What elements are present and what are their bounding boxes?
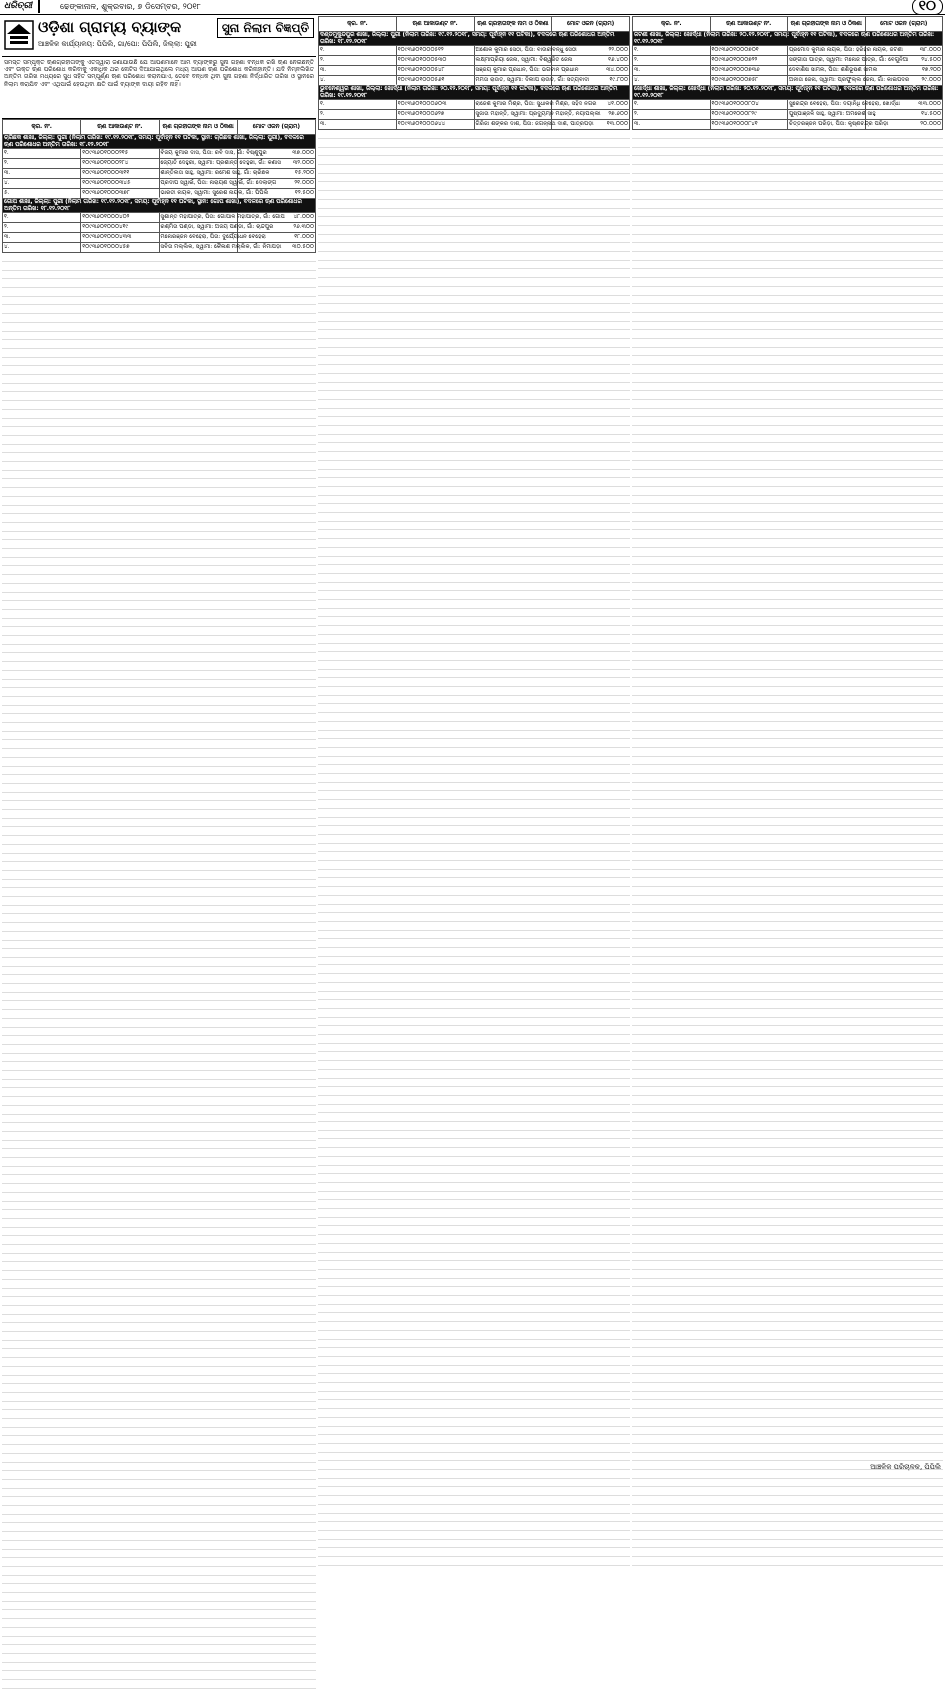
table-row: [3, 169, 316, 179]
borrower-cell: ଶାନ୍ତିଲତା ସାହୁ, ସ୍ୱାମୀ: ରମେଶ ସାହୁ, ଗାଁ: ଚାରିଛକ: [159, 169, 237, 179]
weight-cell: ୧୫.୨୦୦: [237, 169, 315, 179]
weight-cell: ୪୮.୦୦୦: [237, 213, 315, 223]
table-row: [633, 110, 943, 120]
table-row: [3, 223, 316, 233]
header-weight: ମୋଟ ଓଜନ (ଗ୍ରାମ): [865, 17, 943, 32]
borrower-cell: ଅନୀତା ଜେନା, ସ୍ୱାମୀ: ପ୍ରଫୁଲ୍ଲ ଜେନା, ଗାଁ: କାଇପଦର: [788, 76, 866, 86]
serial-cell: ୧.: [319, 100, 397, 110]
branch-header-row: [3, 135, 316, 149]
bank-logo-icon: [4, 20, 34, 50]
weight-cell: ୩୪.୦୦୦: [552, 66, 630, 76]
page-header: [0, 0, 945, 15]
column-3: [632, 16, 943, 1456]
column-2: [318, 16, 630, 1456]
header-sl: କ୍ର. ନଂ.: [3, 120, 81, 135]
account-cell: ୧୦୯୩୬୦୧୦୦୦୭୨୨: [710, 56, 788, 66]
table-row: [319, 66, 630, 76]
account-cell: ୧୦୯୩୬୦୧୦୦୦୪୦୨: [81, 213, 159, 223]
serial-cell: ୩.: [633, 66, 711, 76]
account-cell: ୧୦୯୩୬୦୧୦୦୦୩୭୮: [81, 189, 159, 199]
borrower-cell: ମମତା ରାଉତ, ସ୍ୱାମୀ: ଦିଲୀପ ରାଉତ, ଗାଁ: ସତ୍ୟବାଦୀ: [474, 76, 552, 86]
table-row: [633, 56, 943, 66]
account-cell: ୧୦୯୩୬୦୧୦୦୦୬୨୭: [396, 110, 474, 120]
account-cell: ୧୦୯୩୬୦୧୦୦୦୭୫୮: [710, 76, 788, 86]
table-body-1: [3, 135, 316, 253]
table-row: [3, 149, 316, 159]
auction-title: ସୁନା ନିଲାମ ବିଜ୍ଞପ୍ତି: [217, 18, 314, 38]
borrower-cell: ରାଜେଶ କୁମାର ମିଶ୍ର, ପିତା: ସୁଧାକର ମିଶ୍ର, ସହିଦ ନଗର: [474, 100, 552, 110]
account-cell: ୧୦୯୩୬୦୧୦୦୦୬୦୩: [396, 100, 474, 110]
borrower-cell: ଜ୍ୟୋତି ଦେହୁରୀ, ସ୍ୱାମୀ: ପ୍ରଶାନ୍ତ ଦେହୁରୀ, ଗାଁ: କଣାସ: [159, 159, 237, 169]
account-cell: ୧୦୯୩୬୦୧୦୦୦୫୪୮: [396, 66, 474, 76]
account-cell: ୧୦୯୩୬୦୧୦୦୦୪୫୭: [81, 243, 159, 253]
dateline: ଢେଙ୍କାନାଳ, ଶୁକ୍ରବାର, ୭ ଡିସେମ୍ବର, ୨୦୧୮: [60, 2, 201, 11]
header-name: ଋଣ ଗ୍ରହୀତାଙ୍କ ନାମ ଓ ଠିକଣା: [159, 120, 237, 135]
serial-cell: ୧.: [3, 149, 81, 159]
page-number: ୧୦: [912, 0, 943, 15]
weight-cell: ୩୮.୦୦୦: [865, 46, 943, 56]
borrower-cell: ଅଶୋକ କୁମାର ସେଠୀ, ପିତା: ବାଉରୀବନ୍ଧୁ ସେଠୀ: [474, 46, 552, 56]
remaining-rows-1: [2, 253, 316, 1693]
borrower-cell: ଗିରିଜା ଶଙ୍କର ଦାଶ, ପିତା: ଜଗନ୍ନାଥ ଦାଶ, ପାତ୍ରପଡ଼ା: [474, 120, 552, 130]
account-cell: ୧୦୯୩୬୦୧୦୦୦୨୮୪: [81, 159, 159, 169]
table-row: [633, 100, 943, 110]
table-row: [3, 233, 316, 243]
table-row: [319, 56, 630, 66]
serial-cell: ୩.: [3, 233, 81, 243]
table-row: [3, 189, 316, 199]
account-cell: ୧୦୯୩୬୦୧୦୦୦୮୪୧: [710, 120, 788, 130]
serial-cell: ୧.: [319, 46, 397, 56]
serial-cell: ୨.: [3, 223, 81, 233]
serial-cell: ୩.: [633, 120, 711, 130]
account-cell: ୧୦୯୩୬୦୧୦୦୦୪୧୯: [81, 223, 159, 233]
footer-signature: ଆଞ୍ଚଳିକ ପରିଚାଳକ, ପିପିଲି: [870, 1463, 941, 1471]
weight-cell: ୩୨.୦୦୦: [237, 159, 315, 169]
serial-cell: ୧.: [3, 213, 81, 223]
serial-cell: ୨.: [633, 110, 711, 120]
borrower-cell: ଲକ୍ଷ୍ମୀପ୍ରିୟା ଜେନା, ସ୍ୱାମୀ: ବିଶ୍ୱଜିତ ଜେନା: [474, 56, 552, 66]
serial-cell: ୨.: [319, 110, 397, 120]
serial-cell: ୪.: [633, 76, 711, 86]
branch-header-row: [319, 86, 630, 100]
weight-cell: ୧୩.୦୦୦: [552, 120, 630, 130]
weight-cell: ୨୦.୦୦୦: [865, 120, 943, 130]
table-row: [633, 76, 943, 86]
borrower-cell: ବିଜୟ କୁମାର ଦାସ, ପିତା: ରବି ଦାସ, ଗାଁ: ବିଷ୍ଣୁପୁର: [159, 149, 237, 159]
header-account: ଋଣ ଆକାଉଣ୍ଟ ନଂ.: [710, 17, 788, 32]
header-weight: ମୋଟ ଓଜନ (ଗ୍ରାମ): [552, 17, 630, 32]
remaining-rows-3: [632, 130, 943, 1570]
branch-header-row: [3, 199, 316, 213]
serial-cell: ୩.: [319, 120, 397, 130]
serial-cell: ୫.: [3, 189, 81, 199]
serial-cell: ୪.: [319, 76, 397, 86]
serial-cell: ୨.: [3, 159, 81, 169]
serial-cell: ୨.: [633, 56, 711, 66]
table-row: [319, 100, 630, 110]
branch-auction-details: ଗୋପ ଶାଖା, ଜିଲ୍ଲା: ପୁରୀ (ନିଲାମ ତାରିଖ: ୧୯.୧୨.୨୦୧୮, ସମୟ: ପୂର୍ବାହ୍ନ ୧୧ ଘଟିକା, ସ୍ଥାନ: ଗୋପ ଶାଖା), ବଦଳରେ ଋଣ ପରିଶୋଧର ଅନ୍ତିମ ତାରିଖ: ୧୮.୧୨.୨୦୧୮: [3, 199, 316, 213]
header-account: ଋଣ ଆକାଉଣ୍ଟ ନଂ.: [81, 120, 159, 135]
borrower-cell: ଭାରତୀ ନାୟକ, ସ୍ୱାମୀ: ସୁରେଶ ନାୟକ, ଗାଁ: ପିପିଲି: [159, 189, 237, 199]
weight-cell: ୩୦.୫୦୦: [237, 243, 315, 253]
weight-cell: ୪୧.୦୦୦: [552, 100, 630, 110]
header-sl: କ୍ର. ନଂ.: [633, 17, 711, 32]
borrower-cell: ରଶ୍ମିତା ପଣ୍ଡା, ସ୍ୱାମୀ: ଅଜୟ ପଣ୍ଡା, ଗାଁ: ଚାନ୍ଦପୁର: [159, 223, 237, 233]
table-row: [633, 66, 943, 76]
bank-name: ଓଡ଼ିଶା ଗ୍ରାମ୍ୟ ବ୍ୟାଙ୍କ: [38, 18, 182, 36]
table-body-3: [633, 32, 943, 130]
weight-cell: ୩୭.୦୦୦: [237, 149, 315, 159]
weight-cell: ୨୧.୦୦୦: [237, 179, 315, 189]
borrower-cell: ମନୋରଞ୍ଜନ ବେହେରା, ପିତା: ଦୁର୍ଯ୍ୟୋଧନ ବେହେରା: [159, 233, 237, 243]
header-weight: ମୋଟ ଓଜନ (ଗ୍ରାମ): [237, 120, 315, 135]
branch-auction-details: ଭୁବନେଶ୍ୱର ଶାଖା, ଜିଲ୍ଲା: ଖୋର୍ଦ୍ଧା (ନିଲାମ ତାରିଖ: ୨୦.୧୨.୨୦୧୮, ସମୟ: ପୂର୍ବାହ୍ନ ୧୧ ଘଟିକା), ବଦଳରେ ଋଣ ପରିଶୋଧର ଅନ୍ତିମ ତାରିଖ: ୧୯.୧୨.୨୦୧୮: [319, 86, 630, 100]
account-cell: ୧୦୯୩୬୦୧୦୦୦୮୨୯: [710, 110, 788, 120]
branch-auction-details: ଦଣ୍ଡମୁକୁନ୍ଦପୁର ଶାଖା, ଜିଲ୍ଲା: ପୁରୀ (ନିଲାମ ତାରିଖ: ୧୯.୧୨.୨୦୧୮, ସମୟ: ପୂର୍ବାହ୍ନ ୧୧ ଘଟିକା), ବଦଳରେ ଋଣ ପରିଶୋଧର ଅନ୍ତିମ ତାରିଖ: ୧୮.୧୨.୨୦୧୮: [319, 32, 630, 46]
weight-cell: ୨୬.୩୦୦: [237, 223, 315, 233]
weight-cell: ୧୪.୫୦୦: [865, 110, 943, 120]
serial-cell: ୩.: [319, 66, 397, 76]
table-header-row: [633, 17, 943, 32]
loan-table-1: [2, 119, 316, 253]
borrower-cell: ଦେବାଶିଷ ସାମଲ, ପିତା: ଶଶିଭୂଷଣ ସାମଲ: [788, 66, 866, 76]
table-row: [319, 46, 630, 56]
borrower-cell: ସୁରେନ୍ଦ୍ର ବେହେରା, ପିତା: ଦୟାନିଧି ବେହେରା, ଖୋର୍ଦ୍ଧା: [788, 100, 866, 110]
table-row: [3, 159, 316, 169]
account-cell: ୧୦୯୩୬୦୧୦୦୦୫୧୨: [396, 46, 474, 56]
weight-cell: ୧୯.୮୦୦: [552, 76, 630, 86]
weight-cell: ୨୯.୦୦୦: [865, 76, 943, 86]
table-header-row: [319, 17, 630, 32]
table-header-row: [3, 120, 316, 135]
weight-cell: ୧୬.୪୦୦: [552, 56, 630, 66]
serial-cell: ୧.: [633, 46, 711, 56]
branch-header-row: [633, 32, 943, 46]
borrower-cell: ପୁଷ୍ପାଞ୍ଜଳି ସାହୁ, ସ୍ୱାମୀ: ଅମରେଶ ସାହୁ: [788, 110, 866, 120]
weight-cell: ୨୨.୦୦୦: [552, 46, 630, 56]
weight-cell: ୧୨.୫୦୦: [237, 189, 315, 199]
account-cell: ୧୦୯୩୬୦୧୦୦୦୬୪୪: [396, 120, 474, 130]
auction-notice-text: ସମସ୍ତ ସମ୍ପୃକ୍ତ ଋଣଗ୍ରହୀତାଙ୍କୁ ଏତଦ୍ଦ୍ୱାରା ଜଣାଯାଉଛି ଯେ ଆପଣମାନେ ଆମ ବ୍ୟାଙ୍କରୁ ସୁନା ଗହଣା ବନ୍ଧକ ରଖି ଋଣ ନେଇଛନ୍ତି ଏବଂ ଉକ୍ତ ଋଣ ପରିଶୋଧ କରିବାକୁ ଏକାଧିକ ଥର ନୋଟିସ ଦିଆଯାଇଥିଲେ ମଧ୍ୟ ଆପଣ ଋଣ ପରିଶୋଧ କରିନାହାନ୍ତି। ଯଦି ନିମ୍ନଲିଖିତ ଅନ୍ତିମ ତାରିଖ ମଧ୍ୟରେ ସୁଧ ସହିତ ସମ୍ପୂର୍ଣ୍ଣ ଋଣ ପରିଶୋଧ କରାନଯାଏ, ତେବେ ବନ୍ଧକ ଥିବା ସୁନା ଗହଣା ନିର୍ଦ୍ଧାରିତ ତାରିଖ ଓ ସ୍ଥାନରେ ନିଲାମ କରାଯିବ ଏବଂ ଏଥିପାଇଁ ହେଉଥିବା କ୍ଷତି ପାଇଁ ବ୍ୟାଙ୍କ ଦାୟୀ ରହିବ ନାହିଁ।: [2, 57, 316, 119]
serial-cell: ୩.: [3, 169, 81, 179]
regional-office: ଆଞ୍ଚଳିକ କାର୍ଯ୍ୟାଳୟ: ପିପିଲି, ଗା/ପୋ: ପିପିଲି, ଜିଲ୍ଲା: ପୁରୀ: [38, 40, 197, 48]
serial-cell: ୧.: [633, 100, 711, 110]
column-1: [2, 16, 316, 1456]
branch-header-row: [633, 86, 943, 100]
serial-cell: ୪.: [3, 243, 81, 253]
branch-auction-details: ଚାରିଛକ ଶାଖା, ଜିଲ୍ଲା: ପୁରୀ (ନିଲାମ ତାରିଖ: ୧୯.୧୨.୨୦୧୮, ସମୟ: ପୂର୍ବାହ୍ନ ୧୧ ଘଟିକା, ସ୍ଥାନ: ଚାରିଛକ ଶାଖା, ଜିଲ୍ଲା: ପୁରୀ), ବଦଳରେ ଋଣ ପରିଶୋଧର ଅନ୍ତିମ ତାରିଖ: ୧୮.୧୨.୨୦୧୮: [3, 135, 316, 149]
borrower-cell: ଚିତ୍ତରଞ୍ଜନ ପରିଡ଼ା, ପିତା: କୃଷ୍ଣଚନ୍ଦ୍ର ପରିଡ଼ା: [788, 120, 866, 130]
weight-cell: ୧୮.୦୦୦: [237, 233, 315, 243]
table-row: [3, 213, 316, 223]
branch-header-row: [319, 32, 630, 46]
table-row: [319, 76, 630, 86]
branch-auction-details: ଜଟଣୀ ଶାଖା, ଜିଲ୍ଲା: ଖୋର୍ଦ୍ଧା (ନିଲାମ ତାରିଖ: ୨୦.୧୨.୨୦୧୮, ସମୟ: ପୂର୍ବାହ୍ନ ୧୧ ଘଟିକା), ବଦଳରେ ଋଣ ପରିଶୋଧର ଅନ୍ତିମ ତାରିଖ: ୧୯.୧୨.୨୦୧୮: [633, 32, 943, 46]
loan-table-2: [318, 16, 630, 130]
borrower-cell: ସୁଶାନ୍ତ ମହାପାତ୍ର, ପିତା: ଗୋପାଳ ମହାପାତ୍ର, ଗାଁ: ଗୋପ: [159, 213, 237, 223]
table-row: [3, 243, 316, 253]
loan-table-3: [632, 16, 943, 130]
table-row: [319, 120, 630, 130]
borrower-cell: ସୁଜାତା ମହାନ୍ତି, ସ୍ୱାମୀ: ପ୍ରଦ୍ୟୁମ୍ନ ମହାନ୍ତି, ନୟାପଲ୍ଲୀ: [474, 110, 552, 120]
account-cell: ୧୦୯୩୬୦୧୦୦୦୫୩୦: [396, 56, 474, 66]
account-cell: ୧୦୯୩୬୦୧୦୦୦୩୪୫: [81, 179, 159, 189]
header-account: ଋଣ ଆକାଉଣ୍ଟ ନଂ.: [396, 17, 474, 32]
account-cell: ୧୦୯୩୬୦୧୦୦୦୨୧୫: [81, 149, 159, 159]
header-sl: କ୍ର. ନଂ.: [319, 17, 397, 32]
account-cell: ୧୦୯୩୬୦୧୦୦୦୪୩୩: [81, 233, 159, 243]
table-body-2: [319, 32, 630, 130]
account-cell: ୧୦୯୩୬୦୧୦୦୦୮୦୪: [710, 100, 788, 110]
borrower-cell: ସଞ୍ଜୟ କୁମାର ପ୍ରଧାନ, ପିତା: ଭଗବାନ ପ୍ରଧାନ: [474, 66, 552, 76]
borrower-cell: ପ୍ରମୋଦ କୁମାର ନାୟକ, ପିତା: ହରିହର ନାୟକ, ଜଟଣୀ: [788, 46, 866, 56]
header-name: ଋଣ ଗ୍ରହୀତାଙ୍କ ନାମ ଓ ଠିକଣା: [788, 17, 866, 32]
account-cell: ୧୦୯୩୬୦୧୦୦୦୫୬୧: [396, 76, 474, 86]
weight-cell: ୨୪.୫୦୦: [865, 56, 943, 66]
weight-cell: ୨୭.୬୦୦: [552, 110, 630, 120]
newspaper-masthead: ଧରିତ୍ରୀ: [4, 0, 40, 13]
serial-cell: ୪.: [3, 179, 81, 189]
borrower-cell: ପ୍ରଦୀପ ସ୍ୱାଇଁ, ପିତା: ନାରାୟଣ ସ୍ୱାଇଁ, ଗାଁ: ଦେଲାଙ୍ଗ: [159, 179, 237, 189]
account-cell: ୧୦୯୩୬୦୧୦୦୦୭୦୧: [710, 46, 788, 56]
table-row: [633, 46, 943, 56]
account-cell: ୧୦୯୩୬୦୧୦୦୦୭୩୬: [710, 66, 788, 76]
branch-auction-details: ଖୋର୍ଦ୍ଧା ଶାଖା, ଜିଲ୍ଲା: ଖୋର୍ଦ୍ଧା (ନିଲାମ ତାରିଖ: ୨୦.୧୨.୨୦୧୮, ସମୟ: ପୂର୍ବାହ୍ନ ୧୧ ଘଟିକା), ବଦଳରେ ଋଣ ପରିଶୋଧର ଅନ୍ତିମ ତାରିଖ: ୧୯.୧୨.୨୦୧୮: [633, 86, 943, 100]
header-name: ଋଣ ଗ୍ରହୀତାଙ୍କ ନାମ ଓ ଠିକଣା: [474, 17, 552, 32]
serial-cell: ୨.: [319, 56, 397, 66]
table-row: [3, 179, 316, 189]
account-cell: ୧୦୯୩୬୦୧୦୦୦୩୧୧: [81, 169, 159, 179]
bank-brand: [2, 16, 316, 57]
table-row: [319, 110, 630, 120]
table-row: [633, 120, 943, 130]
borrower-cell: ସବିତା ମଲ୍ଲିକ, ସ୍ୱାମୀ: କୈଳାଶ ମଲ୍ଲିକ, ଗାଁ: ନିମାପଡ଼ା: [159, 243, 237, 253]
remaining-rows-2: [318, 130, 630, 1570]
borrower-cell: ସଙ୍ଗୀତା ପାତ୍ର, ସ୍ୱାମୀ: ମନୋଜ ପାତ୍ର, ଗାଁ: ବେଗୁନିଆ: [788, 56, 866, 66]
weight-cell: ୩୩.୦୦୦: [865, 100, 943, 110]
weight-cell: ୧୭.୨୦୦: [865, 66, 943, 76]
